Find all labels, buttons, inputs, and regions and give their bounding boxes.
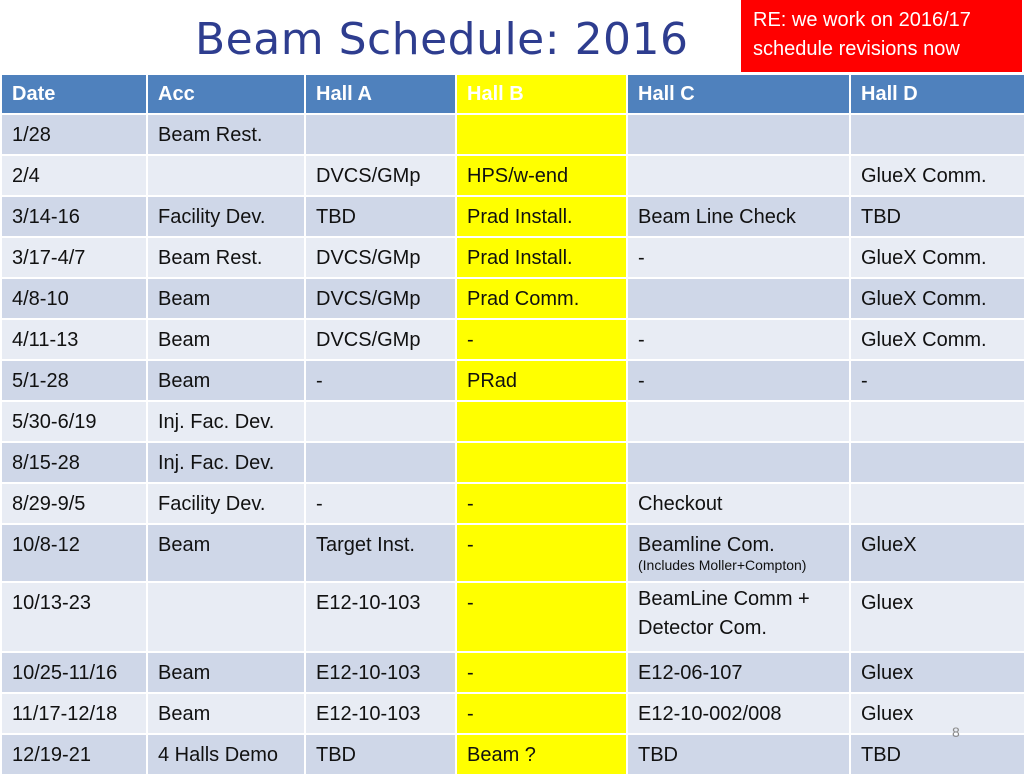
table-row [1,582,1024,652]
cell-hall-c [627,524,850,582]
table-row [1,734,1024,775]
cell-hall-d: GlueX Comm. [850,278,1024,319]
cell-hall-b: - [456,483,627,524]
table-row [1,652,1024,693]
cell-hall-c [627,442,850,483]
table-row [1,237,1024,278]
cell-date: 4/11-13 [1,319,147,360]
cell-hall-a [305,114,456,155]
cell-hall-d: Gluex [850,693,1024,734]
cell-hall-d: GlueX Comm. [850,237,1024,278]
cell-hall-d: GlueX [850,524,1024,582]
cell-acc: Beam [147,524,305,582]
cell-hall-c-line2: Detector Com. [638,617,767,639]
cell-hall-a: TBD [305,734,456,775]
cell-hall-d: Gluex [850,582,1024,652]
cell-hall-c [627,401,850,442]
cell-hall-d: - [850,360,1024,401]
cell-hall-a [305,401,456,442]
cell-hall-b: - [456,582,627,652]
cell-acc: Beam [147,652,305,693]
cell-hall-a [305,442,456,483]
cell-date: 10/25-11/16 [1,652,147,693]
column-header-hall-d: Hall D [850,74,1024,114]
beam-schedule-table [0,73,1024,776]
table-row [1,155,1024,196]
cell-hall-b: Prad Install. [456,196,627,237]
cell-hall-d: GlueX Comm. [850,155,1024,196]
cell-hall-b [456,114,627,155]
cell-hall-c: - [627,319,850,360]
column-header-hall-a: Hall A [305,74,456,114]
cell-hall-b: Beam ? [456,734,627,775]
cell-acc: Beam Rest. [147,237,305,278]
cell-hall-c: Checkout [627,483,850,524]
cell-date: 8/29-9/5 [1,483,147,524]
cell-hall-a: E12-10-103 [305,693,456,734]
cell-hall-c: E12-06-107 [627,652,850,693]
cell-hall-a: TBD [305,196,456,237]
cell-hall-b: - [456,524,627,582]
cell-hall-b: PRad [456,360,627,401]
column-header-hall-c: Hall C [627,74,850,114]
cell-acc [147,582,305,652]
table-header-row [1,74,1024,114]
cell-hall-c [627,114,850,155]
cell-hall-a: E12-10-103 [305,652,456,693]
cell-hall-d [850,483,1024,524]
column-header-hall-b: Hall B [456,74,627,114]
cell-hall-a: DVCS/GMp [305,319,456,360]
cell-date: 10/8-12 [1,524,147,582]
cell-hall-d: TBD [850,734,1024,775]
cell-hall-b: - [456,652,627,693]
cell-hall-c-line1: BeamLine Comm + [638,588,810,610]
cell-acc: Facility Dev. [147,196,305,237]
cell-date: 4/8-10 [1,278,147,319]
cell-hall-a: DVCS/GMp [305,155,456,196]
cell-hall-a: DVCS/GMp [305,278,456,319]
slide-title: Beam Schedule: 2016 [195,14,689,65]
cell-acc: Inj. Fac. Dev. [147,401,305,442]
cell-hall-a: - [305,483,456,524]
cell-acc: Inj. Fac. Dev. [147,442,305,483]
cell-hall-a: Target Inst. [305,524,456,582]
cell-date: 5/1-28 [1,360,147,401]
cell-hall-c [627,278,850,319]
cell-date: 11/17-12/18 [1,693,147,734]
table-row [1,524,1024,582]
cell-date: 1/28 [1,114,147,155]
cell-hall-a: - [305,360,456,401]
table-row [1,442,1024,483]
cell-hall-a: E12-10-103 [305,582,456,652]
cell-hall-b: Prad Install. [456,237,627,278]
cell-hall-c: E12-10-002/008 [627,693,850,734]
cell-hall-d: TBD [850,196,1024,237]
page-number: 8 [952,724,960,740]
cell-acc: Beam Rest. [147,114,305,155]
table-row [1,401,1024,442]
cell-hall-b: - [456,693,627,734]
table-row [1,278,1024,319]
cell-date: 12/19-21 [1,734,147,775]
cell-hall-b: Prad Comm. [456,278,627,319]
cell-date: 2/4 [1,155,147,196]
cell-hall-d [850,114,1024,155]
cell-acc: Beam [147,319,305,360]
cell-acc: 4 Halls Demo [147,734,305,775]
cell-date: 3/14-16 [1,196,147,237]
table-row [1,114,1024,155]
revision-note: RE: we work on 2016/17 schedule revisions now [741,0,1022,72]
cell-hall-b: HPS/w-end [456,155,627,196]
cell-acc: Beam [147,360,305,401]
cell-hall-b: - [456,319,627,360]
cell-acc: Facility Dev. [147,483,305,524]
cell-hall-c: - [627,237,850,278]
cell-hall-a: DVCS/GMp [305,237,456,278]
table-row [1,483,1024,524]
table-row [1,360,1024,401]
cell-acc [147,155,305,196]
cell-hall-d [850,442,1024,483]
table-row [1,196,1024,237]
cell-hall-b [456,401,627,442]
cell-hall-b [456,442,627,483]
cell-acc: Beam [147,278,305,319]
cell-date: 5/30-6/19 [1,401,147,442]
cell-date: 8/15-28 [1,442,147,483]
cell-hall-c-note: (Includes Moller+Compton) [638,557,807,573]
column-header-acc: Acc [147,74,305,114]
table-row [1,693,1024,734]
cell-date: 3/17-4/7 [1,237,147,278]
cell-hall-c: TBD [627,734,850,775]
cell-hall-c: - [627,360,850,401]
cell-hall-c: Beam Line Check [627,196,850,237]
column-header-date: Date [1,74,147,114]
table-row [1,319,1024,360]
cell-hall-d: Gluex [850,652,1024,693]
cell-hall-c [627,582,850,652]
cell-hall-d: GlueX Comm. [850,319,1024,360]
cell-hall-c-main: Beamline Com. [638,534,775,556]
cell-date: 10/13-23 [1,582,147,652]
cell-hall-d [850,401,1024,442]
cell-hall-c [627,155,850,196]
cell-acc: Beam [147,693,305,734]
